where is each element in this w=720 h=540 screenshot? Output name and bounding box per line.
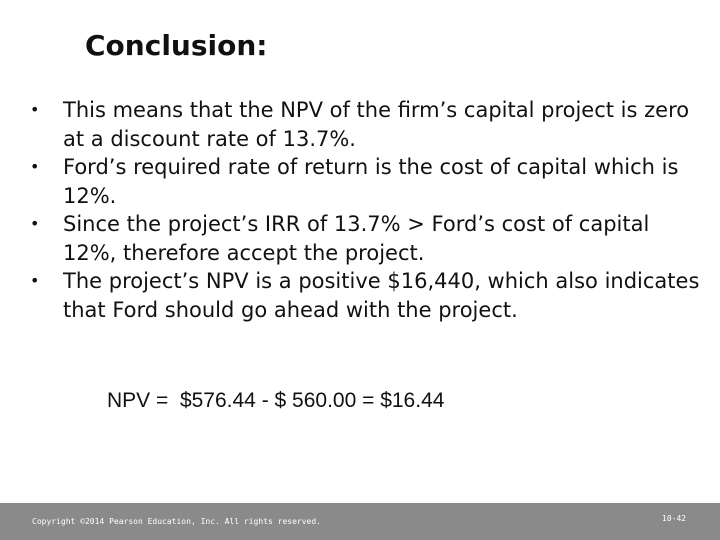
bullet-item — [0, 210, 700, 267]
bullet-text: The project’s NPV is a positive $16,440, which also indicates that Ford should go ahead with the project. — [63, 269, 700, 322]
bullet-text: Since the project’s IRR of 13.7% > Ford’s cost of capital 12%, therefore accept the project. — [63, 212, 650, 265]
bullet-item — [0, 153, 700, 210]
bullet-text: This means that the NPV of the firm’s capital project is zero at a discount rate of 13.7%. — [63, 98, 690, 151]
slide-title: Conclusion: — [85, 29, 268, 62]
bullet-item — [0, 96, 700, 153]
bullet-item — [0, 267, 700, 324]
bullet-list — [0, 96, 700, 324]
bullet-dot: • — [30, 271, 40, 290]
footer-bar — [0, 503, 720, 540]
npv-equation: NPV = $576.44 - $ 560.00 = $16.44 — [107, 389, 445, 412]
bullet-dot: • — [30, 100, 40, 119]
page-number: 10-42 — [662, 514, 687, 523]
bullet-dot: • — [30, 157, 40, 176]
bullet-text: Ford’s required rate of return is the cost of capital which is 12%. — [63, 155, 679, 208]
footer-copyright: Copyright ©2014 Pearson Education, Inc. All rights reserved. — [32, 517, 321, 526]
bullet-dot: • — [30, 214, 40, 233]
